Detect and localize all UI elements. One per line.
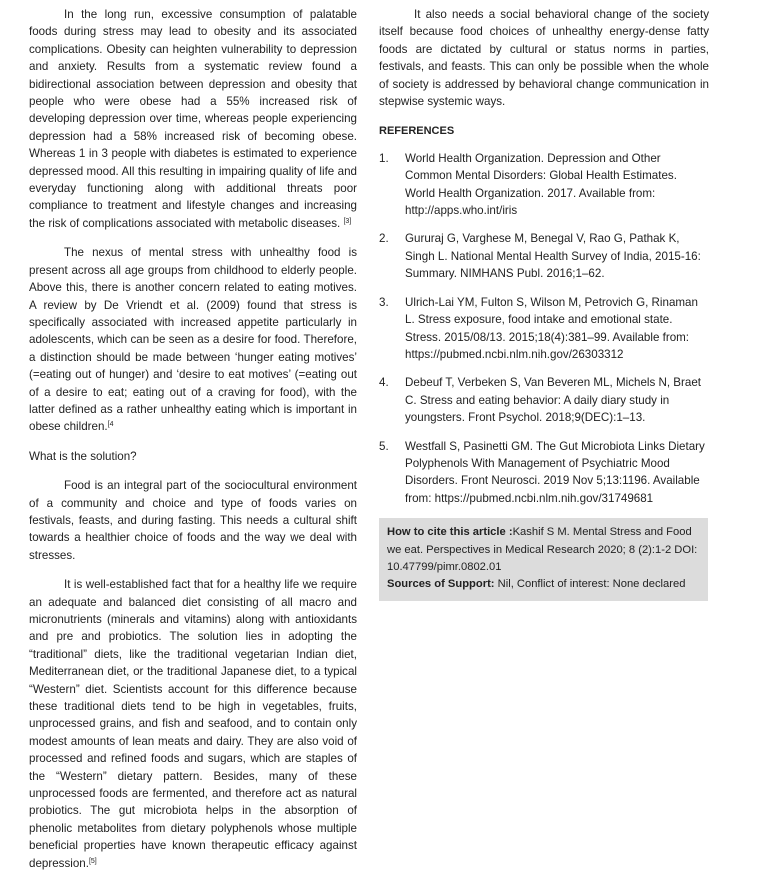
reference-item (379, 438, 709, 508)
support-text: Nil, Conflict of interest: None declared (497, 578, 686, 591)
paragraph-eating-motives (29, 244, 357, 435)
reference-item (379, 294, 709, 364)
reference-number: 1. (379, 151, 389, 165)
citation-marker[interactable]: [5] (88, 857, 97, 865)
references-heading: REFERENCES (379, 125, 455, 138)
reference-number: 2. (379, 232, 389, 246)
reference-number: 4. (379, 376, 389, 390)
reference-number: 5. (379, 439, 389, 453)
paragraph-text: It is well-established fact that for a healthy life we require an adequate and balanced diet consisting of all macro and micronutrients (minerals and vitamins) along with antioxidants and pre and probiotics. The solution lies in adopting the “traditional” diets, like the traditional vegetarian Indian diet, Mediterranean diet, or the traditional Japanese diet, to a typical “Western” diet. Scientists account for this difference because these traditional diets tend to be high in vegetables, fruits, unprocessed grains, and fish and seafood, and to contain only modest amounts of lean meats and dairy. They are also void of processed and refined foods and sugars, which are staples of the “Western” dietary pattern. Besides, many of these unprocessed foods are fermented, and therefore act as natural probiotics. The gut microbiota helps in the absorption of phenolic metabolites from dietary polyphenols whose multiple beneficial properties have known therapeutic efficacy against depression. (29, 578, 357, 870)
reference-text[interactable]: Ulrich-Lai YM, Fulton S, Wilson M, Petrovich G, Rinaman L. Stress exposure, food intake and emotional state. Stress. 2015/08/13. 2015;18(4):381–99. Available from: https://pubmed.ncbi.nlm.nih.gov/26303312 (405, 295, 698, 361)
right-column (379, 6, 709, 601)
reference-text: Debeuf T, Verbeken S, Van Beveren ML, Michels N, Braet C. Stress and eating behavior: A daily diary study in youngsters. Front Psychol. 2018;9(DEC):1–13. (405, 376, 702, 425)
reference-item (379, 150, 709, 220)
paragraph-text: The nexus of mental stress with unhealthy food is present across all age groups from childhood to elderly people. Above this, there is another concern related to eating motives. A review by De Vriendt et al. (2009) found that stress is specifically associated with increased appetite particularly in adolescents, which can be seen as a desire for food. Therefore, a distinction should be made between ‘hunger eating motives’ (=eating out of hunger) and ‘desire to eat motives’ (=eating out of a desire to eat; eating out of a craving for food), with the latter defined as a rather unhealthy eating which is important in obese children. (29, 246, 357, 434)
citation-box (379, 518, 708, 601)
left-column (29, 6, 357, 872)
reference-number: 3. (379, 295, 389, 309)
reference-text[interactable]: World Health Organization. Depression and Other Common Mental Disorders: Global Health Estimates. World Health Organization. 2017. Available from: http://apps.who.int/iris (405, 151, 677, 218)
section-question: What is the solution? (29, 449, 137, 463)
reference-text: Gururaj G, Varghese M, Benegal V, Rao G, Pathak K, Singh L. National Mental Health Survey of India, 2015-16: Summary. NIMHANS Publ. 2016;1–62. (405, 232, 701, 281)
citation-marker[interactable]: [4 (107, 421, 114, 429)
paragraph-traditional-diets (29, 576, 357, 872)
sources-of-support (387, 576, 700, 593)
reference-text[interactable]: Westfall S, Pasinetti GM. The Gut Microbiota Links Dietary Polyphenols With Management of Psychiatric Mood Disorders. Front Neurosci. 2019 Nov 5;13:1196. Available from: https://pubmed.ncbi.nlm.nih.gov/31749681 (405, 439, 705, 505)
support-label: Sources of Support: (387, 578, 495, 591)
references-list (379, 150, 709, 507)
paragraph-obesity (29, 6, 357, 232)
reference-item (379, 374, 709, 426)
paragraph-sociocultural: Food is an integral part of the sociocultural environment of a community and choice and type of foods varies on festivals, feasts, and during fasting. This needs a cultural shift towards a healthier choice of foods and the way we deal with stresses. (29, 479, 357, 562)
paragraph-social-change: It also needs a social behavioral change of the society itself because food choices of unhealthy energy-dense fatty foods are dictated by cultural or status norms in parties, festivals, and feasts. This can only be possible when the whole of society is addressed by behavioral change communication in stepwise systemic ways. (379, 8, 709, 109)
cite-label: How to cite this article : (387, 526, 513, 539)
citation-marker[interactable]: [3] (343, 217, 352, 225)
reference-item (379, 230, 709, 282)
paragraph-text: In the long run, excessive consumption of palatable foods during stress may lead to obesity and its associated complications. Obesity can heighten vulnerability to depression and anxiety. Results from a systematic review found a bidirectional association between depression and obesity that people who were obese had a 55% increased risk of developing depression over time, whereas people experiencing depression had a 58% increased risk of becoming obese. Whereas 1 in 3 people with diabetes is estimated to experience depressed mood. All this resulting in impairing quality of life and everyday functioning along with additional threats poor compliance to treatment and lifestyle changes and increasing the risk of complications associated with metabolic diseases. (29, 8, 357, 230)
how-to-cite (387, 524, 700, 576)
cite-text: Kashif S M. Mental Stress and Food we eat. Perspectives in Medical Research 2020; 8 (2):1-2 DOI: 10.47799/pimr.0802.01 (387, 526, 698, 573)
